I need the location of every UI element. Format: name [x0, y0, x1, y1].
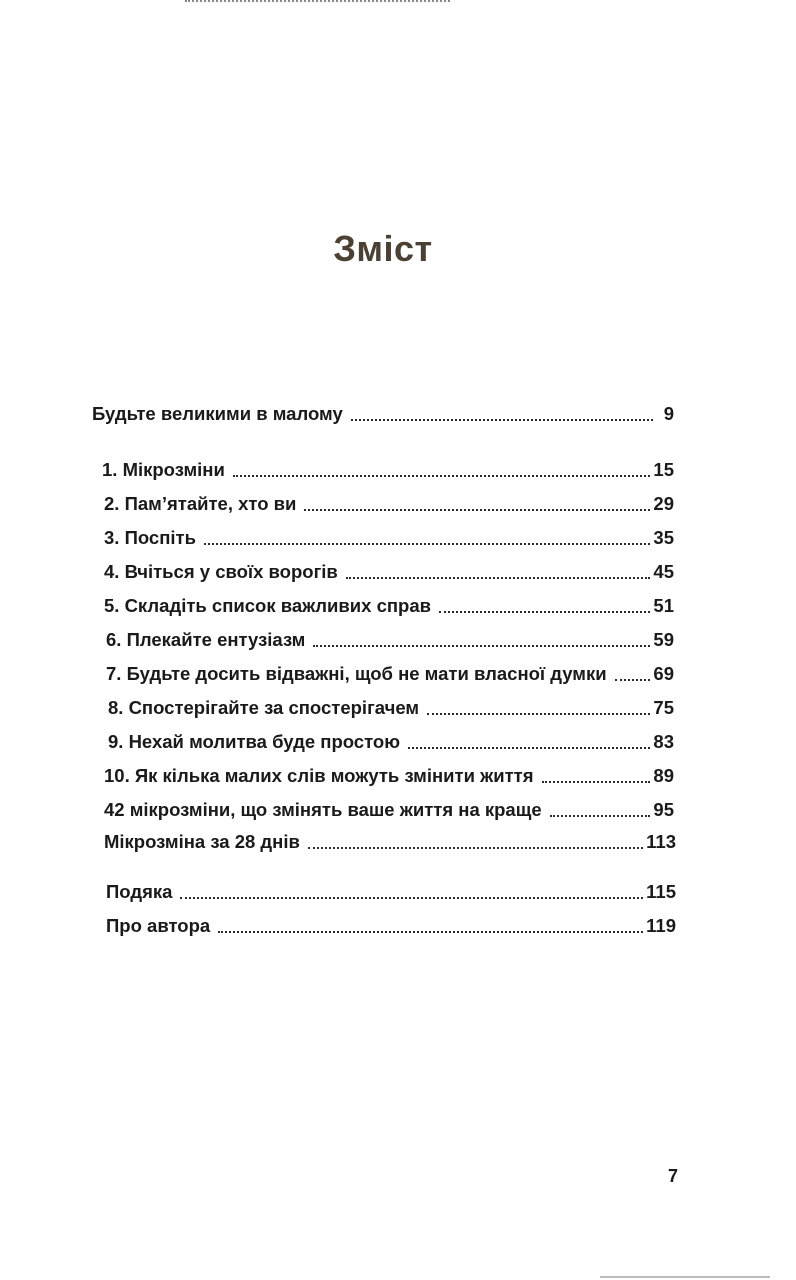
toc-entry-about-author[interactable]: [106, 914, 676, 938]
toc-entry-page: 75: [653, 697, 674, 718]
toc-entry[interactable]: [104, 492, 674, 516]
toc-entry[interactable]: [106, 662, 674, 686]
leader-dots: [427, 713, 650, 715]
toc-entry-page: 51: [653, 595, 674, 616]
toc-entry[interactable]: [104, 830, 676, 854]
leader-dots: [550, 815, 651, 817]
page-number: 7: [668, 1166, 679, 1186]
leader-dots: [233, 475, 651, 477]
toc-entry-label: Подяка: [106, 881, 173, 902]
toc-entry-label: 4. Вчіться у своїх ворогів: [104, 561, 338, 582]
toc-entry-acknowledgements[interactable]: [106, 880, 676, 904]
toc-entry-label: 5. Складіть список важливих справ: [104, 595, 431, 616]
toc-entry-label: 8. Спостерігайте за спостерігачем: [108, 697, 420, 718]
toc-entry-label: Про автора: [106, 915, 211, 936]
toc-entry-page: 35: [653, 527, 674, 548]
toc-entry[interactable]: [106, 628, 674, 652]
toc-entry-page: 45: [653, 561, 674, 582]
toc-entry[interactable]: [102, 458, 674, 482]
toc-entry-page: 29: [653, 493, 674, 514]
leader-dots: [408, 747, 650, 749]
toc-entry-page: 15: [653, 459, 674, 480]
leader-dots: [346, 577, 651, 579]
toc-entry-page: 115: [646, 881, 676, 902]
leader-dots: [439, 611, 650, 613]
toc-entry[interactable]: [104, 764, 674, 788]
toc-entry-page: 59: [653, 629, 674, 650]
toc-entry[interactable]: [104, 798, 674, 822]
leader-dots: [180, 897, 643, 899]
page-title: Зміст: [333, 228, 433, 269]
toc-entry[interactable]: [108, 730, 674, 754]
toc-entry[interactable]: [104, 560, 674, 584]
toc-entry-label: Будьте великими в малому: [92, 403, 343, 424]
toc-entry[interactable]: [108, 696, 674, 720]
toc-entry[interactable]: [104, 594, 674, 618]
toc-entry-label: 6. Плекайте ентузіазм: [106, 629, 306, 650]
toc-entry-intro[interactable]: [92, 402, 674, 426]
toc-entry-page: 9: [663, 403, 674, 424]
toc-entry-page: 89: [653, 765, 674, 786]
leader-dots: [218, 931, 643, 933]
leader-dots: [615, 679, 651, 681]
toc-entry-label: 7. Будьте досить відважні, щоб не мати власної думки: [106, 663, 607, 684]
toc-entry-label: 42 мікрозміни, що змінять ваше життя на краще: [104, 799, 542, 820]
toc-entry-label: 2. Пам’ятайте, хто ви: [104, 493, 297, 514]
toc-entry-label: 3. Поспіть: [104, 527, 196, 548]
toc-entry-label: 10. Як кілька малих слів можуть змінити життя: [104, 765, 534, 786]
toc-entry-label: 1. Мікрозміни: [102, 459, 225, 480]
toc-entry[interactable]: [104, 526, 674, 550]
leader-dots: [542, 781, 651, 783]
toc-entry-page: 69: [653, 663, 674, 684]
leader-dots: [304, 509, 650, 511]
leader-dots: [204, 543, 650, 545]
toc-entry-page: 83: [653, 731, 674, 752]
leader-dots: [313, 645, 650, 647]
toc-entry-label: Мікрозміна за 28 днів: [104, 831, 300, 852]
leader-dots: [351, 419, 653, 421]
toc-entry-page: 95: [653, 799, 674, 820]
toc-entry-page: 113: [646, 831, 676, 852]
toc-entry-label: 9. Нехай молитва буде простою: [108, 731, 401, 752]
leader-dots: [308, 847, 643, 849]
toc-entry-page: 119: [646, 915, 676, 936]
